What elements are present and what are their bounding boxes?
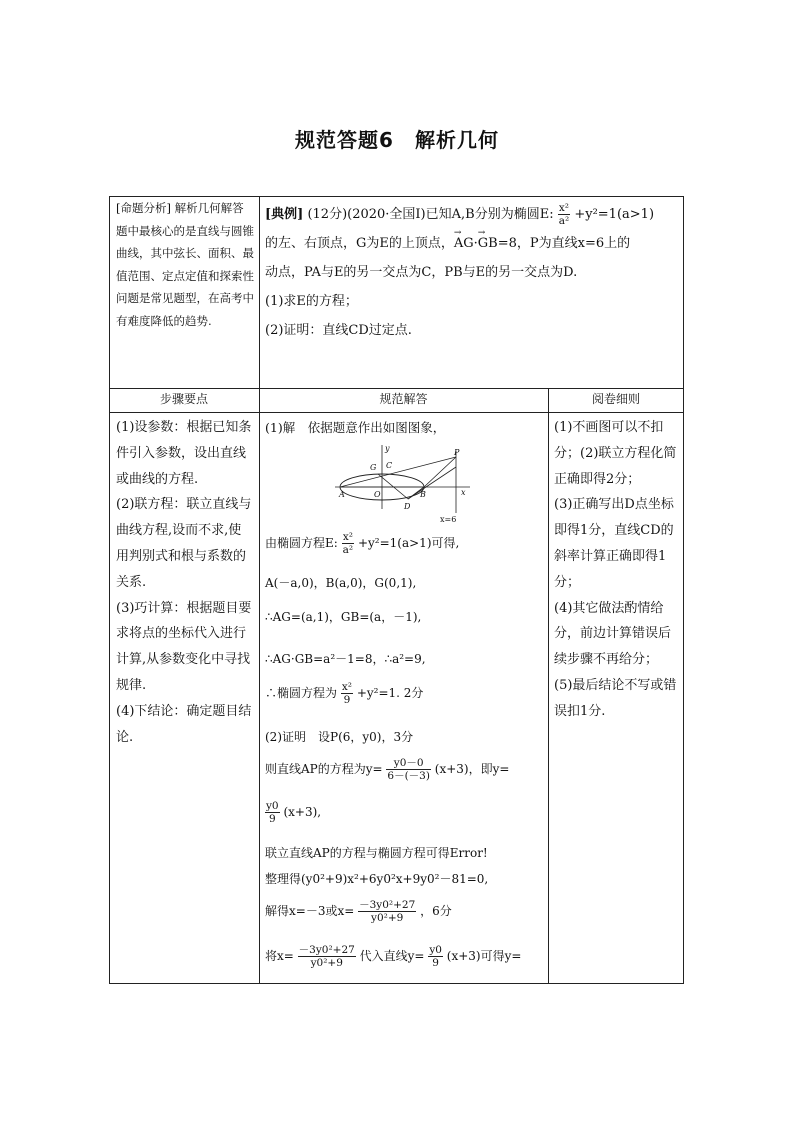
solution-line: A(－a,0)，B(a,0)，G(0,1),: [265, 576, 417, 590]
rule-item: (1)不画图可以不扣分；(2)联立方程化简正确即得2分；: [554, 420, 677, 487]
label-a: A: [339, 490, 345, 499]
problem-line: (12分)(2020·全国Ⅰ)已知A,B分别为椭圆E:: [307, 207, 554, 222]
problem-line: =8，P为直线x=6上的: [497, 236, 631, 251]
problem-line: 动点，PA与E的另一交点为C，PB与E的另一交点为D.: [265, 265, 578, 280]
problem-line: +y²=1(a>1): [574, 207, 655, 222]
header-steps: 步骤要点: [159, 392, 208, 406]
divider: [109, 412, 684, 413]
question-2: (2)证明：直线CD过定点.: [265, 323, 412, 338]
solution-line: (1)解 依据题意作出如图图象，: [265, 420, 446, 435]
divider: [548, 388, 549, 984]
solution-line: (2)证明 设P(6，y0)，3分: [265, 730, 414, 744]
problem-line: 的左、右顶点，G为E的上顶点，: [265, 236, 454, 251]
rule-item: (3)正确写出D点坐标即得1分，直线CD的斜率计算正确即得1分；: [554, 497, 674, 590]
problem-statement: [典例] (12分)(2020·全国Ⅰ)已知A,B分别为椭圆E: $\frac{\text{x²}}{\text{a²}}$ +y²=1(a>1) 的左、右顶点，G为E的上顶点，→ AG·→ GB=8，P为直线x=6上的 动点，PA与E的另一交点为C，PB与E的另一交点为D. (1)求E的方程； (2)证明：直线CD过定点.: [265, 200, 679, 345]
solution-line: 则直线AP的方程为y= $\frac{y0-0}{6-(-3)}$ (x+3)，即y=: [265, 757, 510, 782]
label-c: C: [386, 461, 393, 470]
solution-line: $\frac{y0}{9}$ (x+3),: [266, 800, 322, 825]
solution-line: ∴AG·GB=a²－1=8，∴a²=9,: [265, 652, 426, 666]
solution-line: 联立直线AP的方程与椭圆方程可得Error!: [265, 846, 488, 860]
rule-item: (5)最后结论不写或错误扣1分.: [554, 677, 677, 719]
label-x: x: [461, 488, 466, 497]
fraction: $\frac{\text{x²}}{\text{a²}}$: [558, 202, 570, 227]
question-1: (1)求E的方程；: [265, 294, 358, 309]
rule-item: (4)其它做法酌情给分，前边计算错误后续步骤不再给分；: [554, 600, 672, 668]
step-item: (1)设参数：根据已知条件引入参数，设出直线或曲线的方程.: [116, 420, 252, 487]
analysis-text: [命题分析] 解析几何解答题中最核心的是直线与圆锥曲线，其中弦长、面积、最值范围、定点定值和探索性问题是常见题型，在高考中有难度降低的趋势.: [116, 201, 254, 328]
label-b: B: [420, 490, 426, 499]
solution-line: 整理得(y0²+9)x²+6y0²x+9y0²－81=0,: [265, 872, 489, 886]
problem-tag: [典例]: [265, 207, 304, 222]
label-g: G: [370, 463, 377, 472]
label-x6: x=6: [440, 515, 457, 524]
label-o: O: [374, 490, 381, 499]
rules-column: [554, 415, 680, 725]
solution-line: 由椭圆方程E: $\frac{\text{x²}}{\text{a²}}$ +y²=1(a>1)可得,: [265, 531, 460, 556]
label-d: D: [404, 502, 411, 511]
page-title: 规范答题6 解析几何: [295, 128, 499, 152]
step-item: (4)下结论：确定题目结论.: [116, 703, 252, 745]
label-y: y: [385, 444, 390, 453]
step-item: (2)联方程：联立直线与曲线方程,设而不求,使用判别式和根与系数的关系.: [116, 497, 252, 590]
divider: [259, 196, 260, 984]
ellipse-figure: [330, 443, 472, 525]
header-rules: 阅卷细则: [591, 392, 640, 406]
solution-line: 将x= $\frac{\text{－3y0²+27}}{\text{y0²+9}}$ 代入直线y= $\frac{y0}{9}$ (x+3)可得y=: [265, 944, 522, 969]
header-solution: 规范解答: [379, 392, 428, 406]
solution-line: 解得x=－3或x= $\frac{\text{－3y0²+27}}{\text{y0²+9}}$ ，6分: [265, 899, 452, 924]
solution-line: ∴AG=(a,1)，GB=(a，－1),: [265, 610, 422, 624]
step-item: (3)巧计算：根据题目要求将点的坐标代入进行计算,从参数变化中寻找规律.: [116, 600, 252, 693]
steps-column: [116, 415, 254, 750]
solution-line: ∴椭圆方程为 $\frac{\text{x²}}{9}$ +y²=1. 2分: [265, 681, 424, 706]
label-p: P: [454, 448, 460, 457]
